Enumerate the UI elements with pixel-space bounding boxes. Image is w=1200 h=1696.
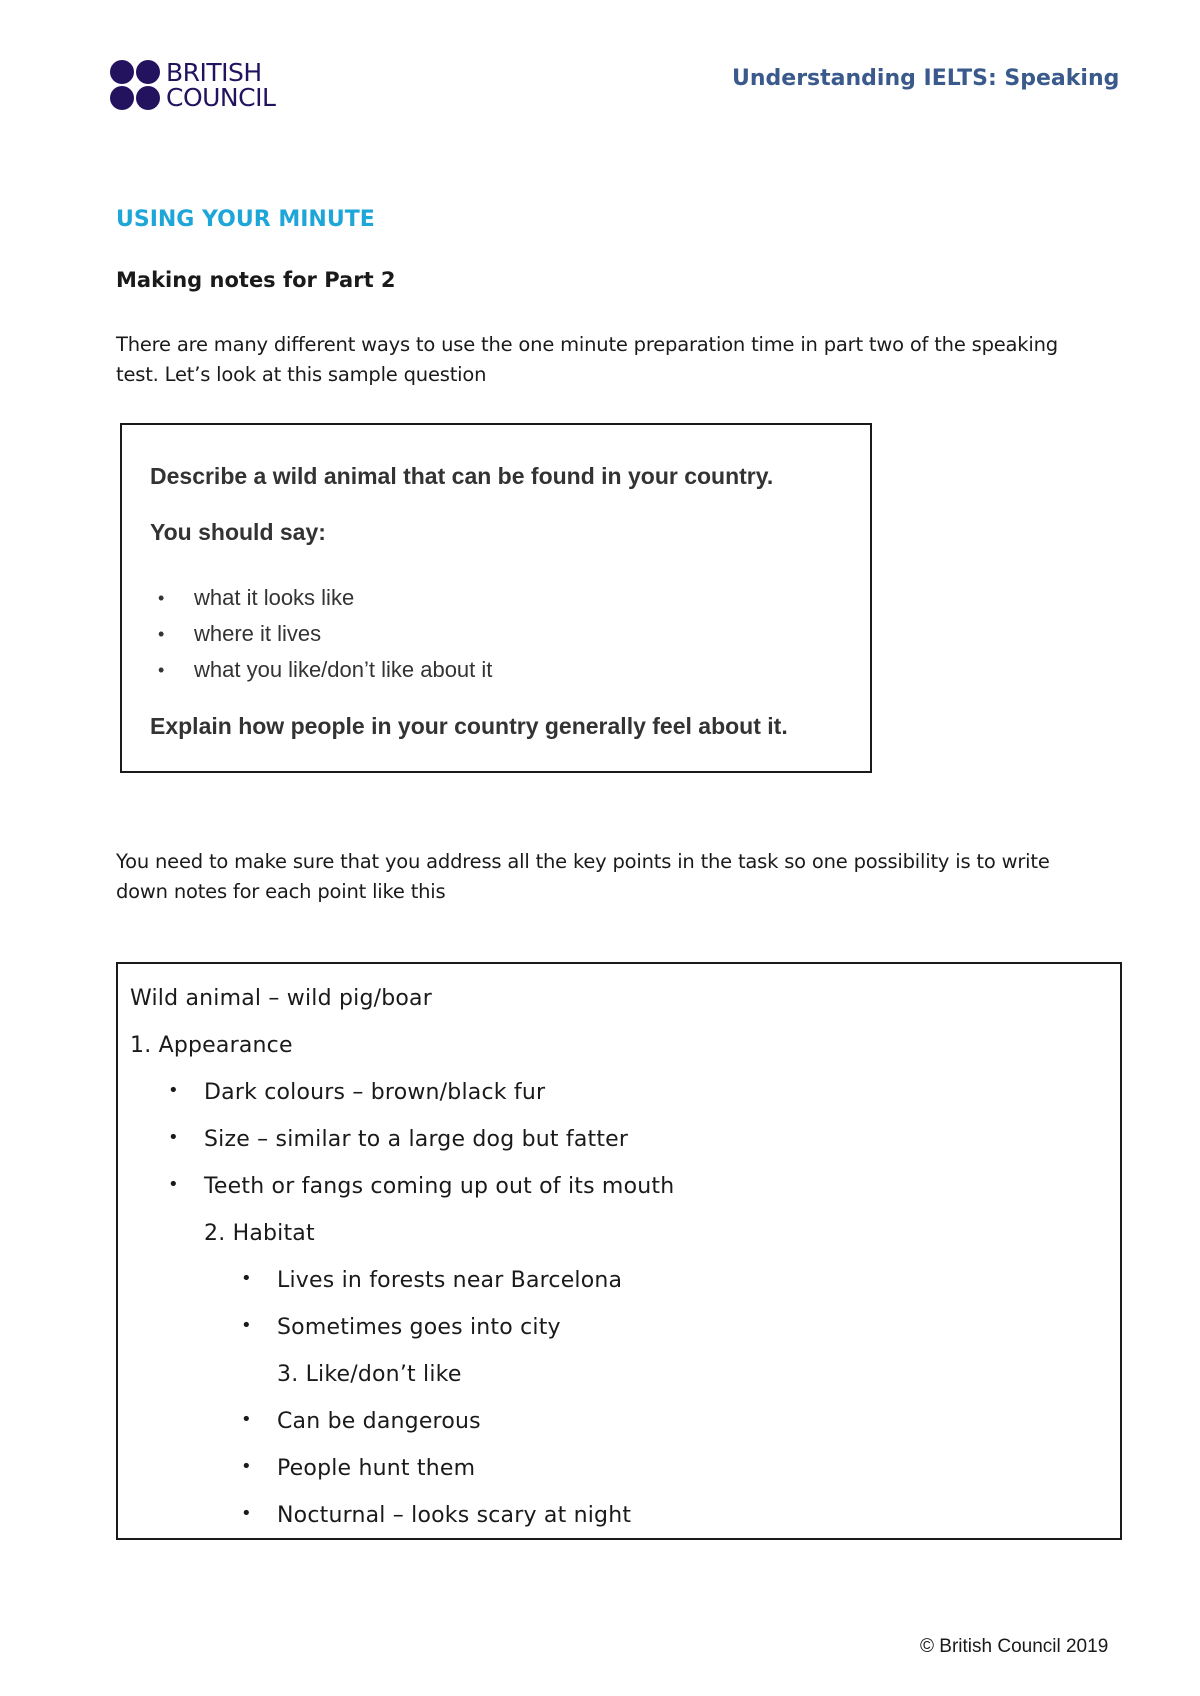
notes-bullet: • People hunt them	[277, 1456, 475, 1481]
notes-bullet: • Nocturnal – looks scary at night	[277, 1503, 631, 1528]
notes-bullet: • Can be dangerous	[277, 1409, 481, 1434]
logo-text	[166, 60, 275, 110]
question-points	[150, 580, 492, 688]
habitat-heading: 2. Habitat	[204, 1221, 315, 1246]
question-explain: Explain how people in your country generally feel about it.	[150, 713, 788, 739]
appearance-heading: 1. Appearance	[130, 1033, 293, 1058]
section-title: USING YOUR MINUTE	[116, 207, 375, 232]
question-should-say: You should say:	[150, 519, 326, 545]
logo-dots-icon	[110, 60, 160, 110]
notes-bullet: • Teeth or fangs coming up out of its mouth	[204, 1174, 674, 1199]
notes-heading: Wild animal – wild pig/boar	[130, 986, 432, 1011]
question-title: Describe a wild animal that can be found in your country.	[150, 463, 774, 489]
question-point: • what you like/don’t like about it	[150, 652, 492, 688]
notes-bullet: • Lives in forests near Barcelona	[277, 1268, 622, 1293]
document-title: Understanding IELTS: Speaking	[732, 66, 1120, 91]
intro-paragraph: There are many different ways to use the one minute preparation time in part two of the speaking test. Let’s look at this sample question	[116, 333, 1058, 386]
question-card	[120, 423, 872, 773]
question-point: • where it lives	[150, 616, 492, 652]
british-council-logo	[110, 60, 275, 110]
notes-intro-paragraph: You need to make sure that you address all the key points in the task so one possibility is to write down notes for each point like this	[116, 850, 1050, 903]
logo-line-2: COUNCIL	[166, 83, 276, 112]
like-heading: 3. Like/don’t like	[277, 1362, 462, 1387]
logo-line-1: BRITISH	[166, 58, 262, 87]
notes-bullet: • Dark colours – brown/black fur	[204, 1080, 545, 1105]
notes-bullet: • Size – similar to a large dog but fatter	[204, 1127, 628, 1152]
copyright-footer: © British Council 2019	[920, 1636, 1109, 1657]
question-point: • what it looks like	[150, 580, 492, 616]
notes-box	[116, 962, 1122, 1540]
notes-bullet: • Sometimes goes into city	[277, 1315, 561, 1340]
subtitle: Making notes for Part 2	[116, 268, 396, 292]
